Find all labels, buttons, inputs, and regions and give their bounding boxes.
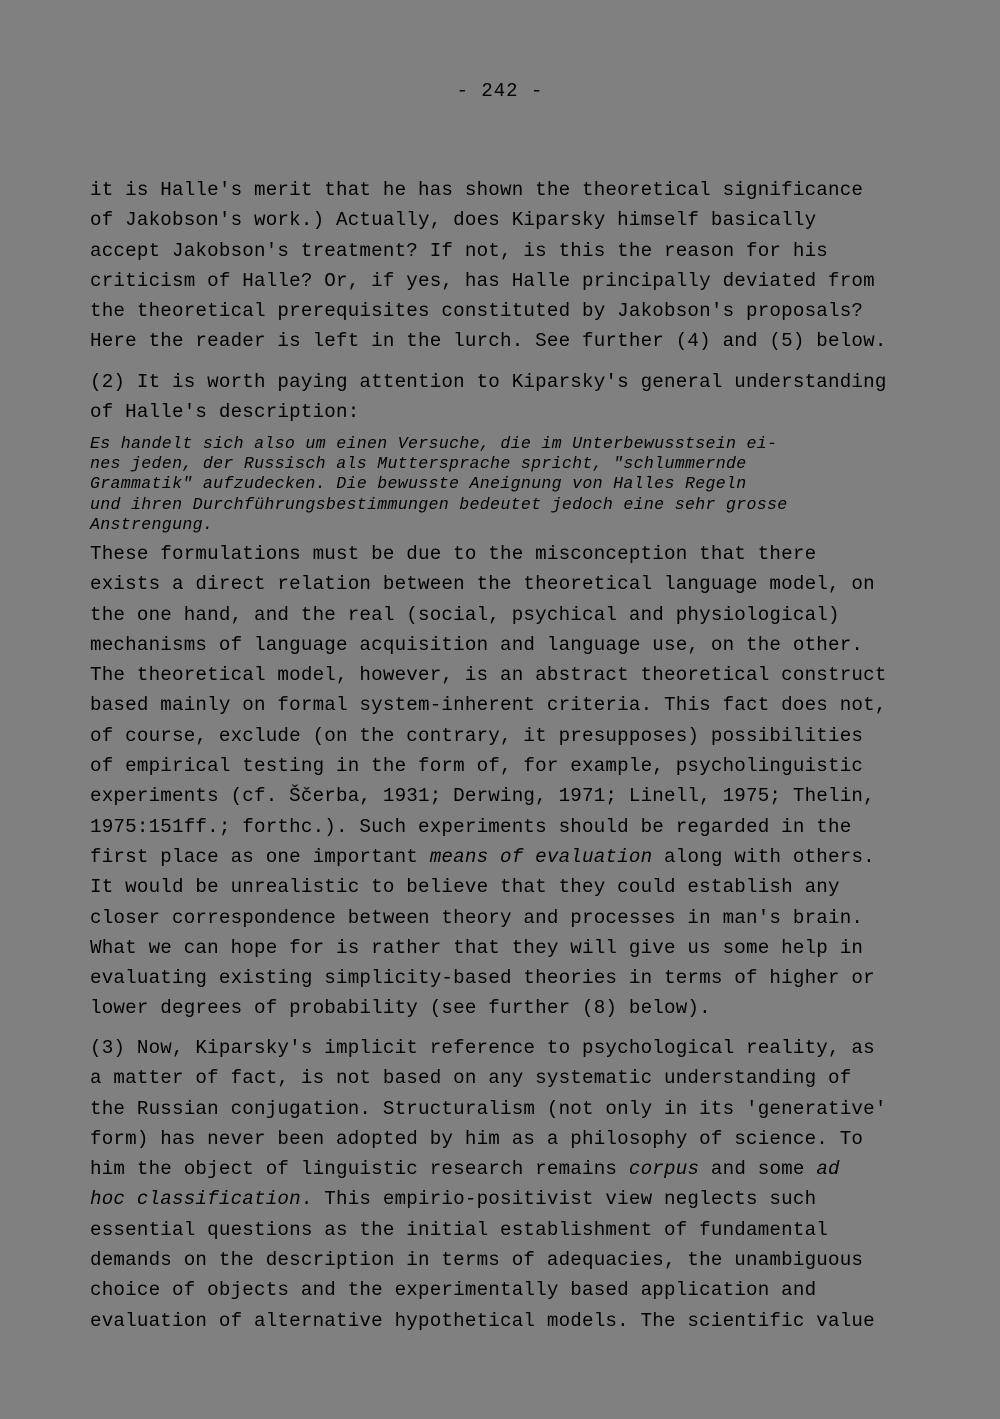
text-line: Here the reader is left in the lurch. See further (4) and (5) below. [90, 330, 887, 353]
italic-phrase: means of evaluation [429, 845, 653, 868]
italic-phrase: ad [816, 1158, 840, 1181]
text-line [90, 1184, 920, 1214]
italic-phrase: hoc classification [90, 1188, 301, 1211]
text-line: demands on the description in terms of adequacies, the unambiguous [90, 1249, 864, 1272]
text-line: It would be unrealistic to believe that they could establish any [90, 876, 840, 899]
text-line: the Russian conjugation. Structuralism (not only in its 'generative' [90, 1097, 887, 1120]
text-line: accept Jakobson's treatment? If not, is this the reason for his [90, 239, 829, 262]
text-line: lower degrees of probability (see further (8) below). [90, 997, 711, 1020]
text-line: evaluation of alternative hypothetical models. The scientific value [90, 1309, 875, 1332]
text-line: form) has never been adopted by him as a philosophy of science. To [90, 1127, 864, 1150]
paragraph-3 [90, 539, 920, 1024]
text-line: evaluating existing simplicity-based theories in terms of higher or [90, 967, 875, 990]
quote-line: Grammatik" aufzudecken. Die bewusste Aneignung von Halles Regeln [90, 474, 747, 494]
paragraph-2 [90, 367, 920, 428]
text-line: The theoretical model, however, is an abstract theoretical construct [90, 664, 887, 687]
text-run: him the object of linguistic research remains [90, 1158, 629, 1181]
italic-phrase: corpus [628, 1158, 700, 1181]
text-line: essential questions as the initial establishment of fundamental [90, 1218, 829, 1241]
quote-line: Es handelt sich also um einen Versuche, die im Unterbewusstsein ei- [90, 434, 778, 453]
text-line: it is Halle's merit that he has shown the theoretical significance [90, 179, 864, 201]
text-line: criticism of Halle? Or, if yes, has Halle principally deviated from [90, 269, 875, 292]
quote-line: nes jeden, der Russisch als Muttersprache spricht, "schlummernde [90, 454, 747, 474]
text-line: mechanisms of language acquisition and language use, on the other. [90, 633, 864, 656]
text-line: of Halle's description: [90, 401, 360, 424]
text-run: . This empirio-positivist view neglects such [300, 1188, 817, 1211]
text-line: of Jakobson's work.) Actually, does Kiparsky himself basically [90, 209, 817, 232]
quote-line: und ihren Durchführungsbestimmungen bedeutet jedoch eine sehr grosse [90, 494, 788, 514]
text-line: the one hand, and the real (social, psychical and physiological) [90, 603, 840, 626]
quote-line: Anstrengung. [90, 514, 214, 534]
text-line: What we can hope for is rather that they will give us some help in [90, 936, 864, 959]
text-line: exists a direct relation between the theoretical language model, on [90, 573, 875, 596]
page-number: - 242 - [456, 80, 544, 102]
text-line: of empirical testing in the form of, for example, psycholinguistic [90, 755, 864, 778]
text-line: experiments (cf. Ščerba, 1931; Derwing, 1971; Linell, 1975; Thelin, [90, 785, 875, 808]
text-run: and some [699, 1158, 817, 1181]
text-line [90, 1154, 920, 1184]
text-line: closer correspondence between theory and processes in man's brain. [90, 906, 864, 929]
text-line: (2) It is worth paying attention to Kiparsky's general understanding [90, 371, 887, 393]
text-line: choice of objects and the experimentally based application and [90, 1279, 817, 1302]
text-run: first place as one important [90, 845, 430, 868]
text-line: a matter of fact, is not based on any systematic understanding of [90, 1067, 852, 1090]
text-run: along with others. [652, 845, 875, 868]
text-line: 1975:151ff.; forthc.). Such experiments should be regarded in the [90, 815, 852, 838]
text-line: of course, exclude (on the contrary, it presupposes) possibilities [90, 724, 864, 747]
paragraph-1 [90, 175, 920, 357]
text-line: These formulations must be due to the misconception that there [90, 543, 817, 565]
paragraph-4 [90, 1033, 920, 1336]
text-line [90, 842, 920, 872]
text-line: (3) Now, Kiparsky's implicit reference to psychological reality, as [90, 1037, 875, 1059]
text-line: the theoretical prerequisites constituted by Jakobson's proposals? [90, 300, 864, 323]
text-line: based mainly on formal system-inherent criteria. This fact does not, [90, 694, 887, 717]
block-quote [90, 434, 920, 535]
